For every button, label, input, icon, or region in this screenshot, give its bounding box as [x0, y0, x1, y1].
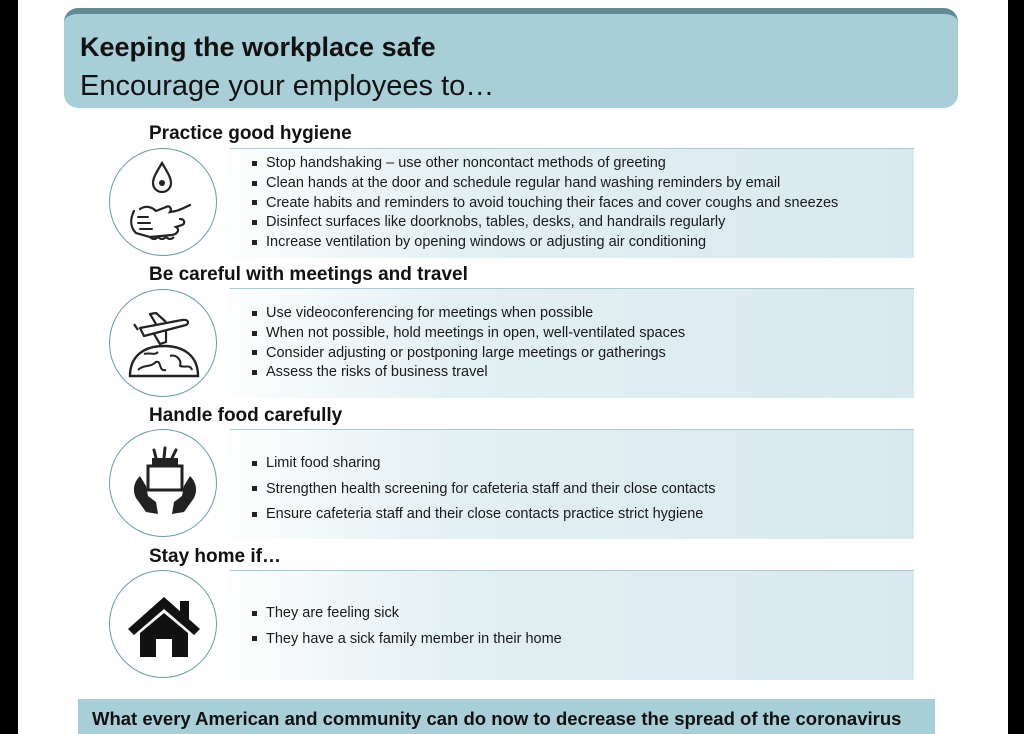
footer-banner: [78, 699, 935, 734]
list-item: They have a sick family member in their home: [250, 627, 562, 653]
handwashing-icon: [110, 149, 218, 257]
stay-home-bullet-list: [250, 601, 562, 652]
section-title-meetings: Be careful with meetings and travel: [149, 264, 468, 285]
house-icon: [110, 571, 218, 679]
list-item: When not possible, hold meetings in open, well-ventilated spaces: [250, 324, 685, 344]
page-title: Keeping the workplace safe: [80, 32, 436, 62]
list-item: Increase ventilation by opening windows or adjusting air conditioning: [250, 233, 838, 253]
header-banner: [64, 8, 958, 108]
hygiene-bullet-list: [250, 154, 838, 253]
section-title-hygiene: Practice good hygiene: [149, 123, 352, 144]
food-bullet-list: [250, 451, 716, 528]
list-item: Consider adjusting or postponing large meetings or gatherings: [250, 344, 685, 364]
infographic-page: [18, 0, 1008, 734]
footer-text: What every American and community can do now to decrease the spread of the coronavirus: [92, 708, 902, 729]
list-item: Strengthen health screening for cafeteria staff and their close contacts: [250, 477, 716, 503]
list-item: Stop handshaking – use other noncontact methods of greeting: [250, 154, 838, 174]
airplane-globe-icon: [110, 290, 218, 398]
food-hands-icon: [110, 430, 218, 538]
hygiene-icon-circle: [109, 148, 217, 256]
list-item: Assess the risks of business travel: [250, 363, 685, 383]
list-item: Create habits and reminders to avoid touching their faces and cover coughs and sneezes: [250, 194, 838, 214]
meetings-icon-circle: [109, 289, 217, 397]
list-item: Limit food sharing: [250, 451, 716, 477]
list-item: Use videoconferencing for meetings when possible: [250, 304, 685, 324]
list-item: They are feeling sick: [250, 601, 562, 627]
list-item: Ensure cafeteria staff and their close contacts practice strict hygiene: [250, 502, 716, 528]
section-title-stay-home: Stay home if…: [149, 546, 281, 567]
section-title-food: Handle food carefully: [149, 405, 343, 426]
stay-home-icon-circle: [109, 570, 217, 678]
page-subtitle: Encourage your employees to…: [80, 70, 495, 102]
meetings-bullet-list: [250, 304, 685, 383]
food-icon-circle: [109, 429, 217, 537]
list-item: Clean hands at the door and schedule regular hand washing reminders by email: [250, 174, 838, 194]
list-item: Disinfect surfaces like doorknobs, tables, desks, and handrails regularly: [250, 213, 838, 233]
